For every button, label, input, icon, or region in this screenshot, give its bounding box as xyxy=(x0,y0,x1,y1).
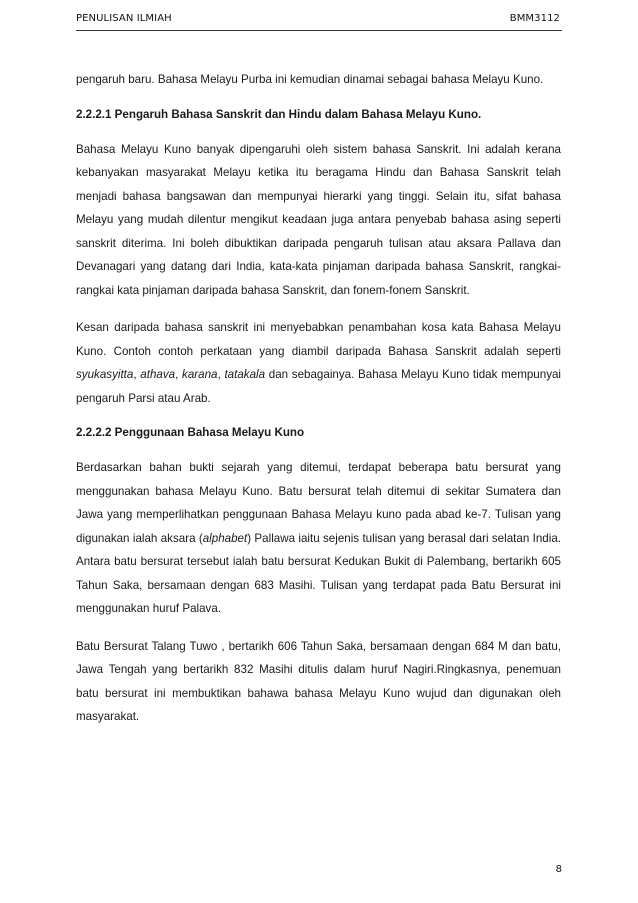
example-word: tatakala xyxy=(224,368,266,381)
section-heading-usage: 2.2.2.2 Penggunaan Bahasa Melayu Kuno xyxy=(76,426,305,439)
header-course-code: BMM3112 xyxy=(509,13,560,24)
separator: , xyxy=(217,368,225,381)
separator: , xyxy=(133,368,141,381)
example-word: karana xyxy=(182,368,218,381)
italic-term: alphabet xyxy=(202,531,248,545)
paragraph-intro: pengaruh baru. Bahasa Melayu Purba ini kemudian dinamai sebagai bahasa Melayu Kuno. xyxy=(76,73,544,86)
document-body xyxy=(76,68,561,743)
paragraph-text: Kesan daripada bahasa sanskrit ini menyebabkan penambahan kosa kata Bahasa Melayu Kuno. Contoh contoh perkataan yang diambil daripada Bahasa Sanskrit adalah seperti xyxy=(76,321,561,358)
paragraph-conclusion: Batu Bersurat Talang Tuwo , bertarikh 606 Tahun Saka, bersamaan dengan 684 M dan batu, Jawa Tengah yang bertarikh 832 Masihi ditulis dalam huruf Nagiri.Ringkasnya, penemuan batu bersurat ini membuktikan bahawa bahasa Melayu Kuno wujud dan digunakan oleh masyarakat. xyxy=(76,639,561,723)
header-title: PENULISAN ILMIAH xyxy=(76,13,172,24)
example-word: syukasyitta xyxy=(76,368,134,381)
header-rule xyxy=(76,30,562,31)
page-number: 8 xyxy=(555,864,562,875)
paragraph-text: ) Pallawa iaitu sejenis tulisan yang berasal dari selatan India. Antara batu bersurat tersebut ialah batu bersurat Kedukan Bukit di Palembang, bertarikh 605 Tahun Saka, bersamaan dengan 683 Masihi. Tulisan yang terdapat pada Batu Bersurat ini menggunakan huruf Palava. xyxy=(76,531,561,615)
example-word: athava xyxy=(140,368,176,381)
paragraph-text: dan sebagainya. Bahasa Melayu Kuno tidak mempunyai pengaruh Parsi atau Arab. xyxy=(76,368,562,405)
paragraph-text: Berdasarkan bahan bukti sejarah yang ditemui, terdapat beberapa batu bersurat yang menggunakan bahasa Melayu Kuno. Batu bersurat telah ditemui di sekitar Sumatera dan Jawa yang memperlihatkan penggunaan Bahasa Melayu kuno pada abad ke-7. Tulisan yang digunakan ialah aksara ( xyxy=(76,461,561,545)
paragraph-sanskrit-influence: Bahasa Melayu Kuno banyak dipengaruhi oleh sistem bahasa Sanskrit. Ini adalah kerana kebanyakan masyarakat Melayu ketika itu beragama Hindu dan Bahasa Sanskrit telah menjadi bahasa bangsawan dan mempunyai hierarki yang tinggi. Selain itu, sifat bahasa Melayu yang mudah dilentur mengikut keadaan juga antara penyebab bahasa asing seperti sanskrit diterima. Ini boleh dibuktikan daripada pengaruh tulisan atau aksara Pallava dan Devanagari yang datang dari India, kata-kata pinjaman daripada bahasa Sanskrit, rangkai-rangkai kata pinjaman daripada bahasa Sanskrit, dan fonem-fonem Sanskrit. xyxy=(76,142,561,297)
section-heading-sanskrit: 2.2.2.1 Pengaruh Bahasa Sanskrit dan Hindu dalam Bahasa Melayu Kuno. xyxy=(76,107,482,121)
separator: , xyxy=(175,368,183,381)
paragraph-vocabulary xyxy=(76,316,561,410)
paragraph-inscriptions xyxy=(76,456,561,621)
